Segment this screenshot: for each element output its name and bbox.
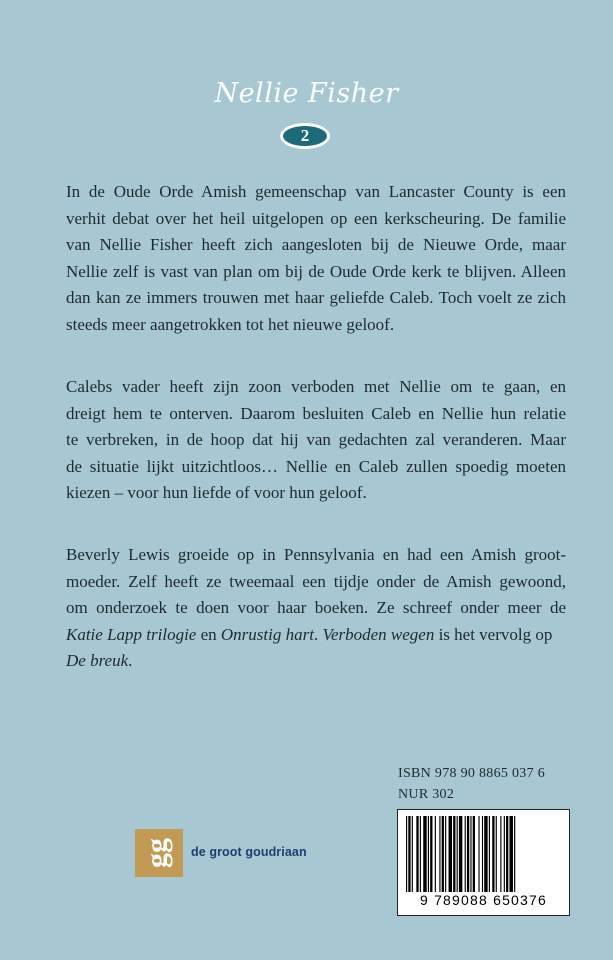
series-number-badge bbox=[280, 123, 330, 149]
barcode-bar bbox=[428, 816, 429, 892]
barcode-bar bbox=[453, 816, 455, 892]
barcode-bar bbox=[473, 816, 475, 892]
blurb-paragraph-2 bbox=[66, 374, 566, 507]
series-number: 2 bbox=[283, 126, 327, 146]
svg-text:gg: gg bbox=[140, 838, 173, 868]
blurb-paragraph-1 bbox=[66, 179, 566, 338]
blurb-line: dreigt hem te onterven. Daarom besluiten Caleb en Nellie hun relatie bbox=[66, 403, 566, 423]
barcode-bar bbox=[412, 816, 413, 892]
barcode-bar bbox=[435, 816, 436, 892]
barcode-bar bbox=[420, 816, 421, 892]
bio-line bbox=[66, 622, 566, 649]
barcode-bar bbox=[506, 816, 508, 892]
blurb-line: kiezen – voor hun liefde of voor hun geloof. bbox=[66, 483, 367, 502]
barcode-bar bbox=[439, 816, 440, 892]
barcode-bar bbox=[445, 816, 446, 892]
bio-line: moeder. Zelf heeft ze tweemaal een tijdje onder de Amish gewoond, bbox=[66, 571, 566, 591]
barcode-bar bbox=[408, 816, 410, 892]
barcode-bar bbox=[500, 816, 501, 892]
barcode-bar bbox=[492, 816, 494, 892]
blurb-line: In de Oude Orde Amish gemeenschap van Lancaster County is een bbox=[66, 182, 566, 201]
blurb-line: te verbreken, in de hoop dat hij van gedachten zal veranderen. Maar bbox=[66, 430, 566, 449]
bio-line: om onderzoek te doen voor haar boeken. Ze schreef onder meer de bbox=[66, 598, 566, 617]
barcode-bar bbox=[489, 816, 490, 892]
barcode-bar bbox=[510, 816, 513, 892]
barcode-bar bbox=[504, 816, 505, 892]
barcode-bar bbox=[442, 816, 444, 892]
barcode-bar bbox=[496, 816, 497, 892]
isbn-number: ISBN 978 90 8865 037 6 bbox=[398, 766, 545, 781]
blurb-line: de situatie lijkt uitzichtloos… Nellie en Caleb zullen spoedig moeten bbox=[66, 456, 566, 476]
barcode-bar bbox=[423, 816, 426, 892]
blurb-line: dan kan ze immers trouwen met haar geliefde Caleb. Toch voelt ze zich bbox=[66, 288, 566, 307]
publisher-name: de groot goudriaan bbox=[191, 845, 307, 859]
book-title-de-breuk: De breuk bbox=[66, 651, 129, 670]
barcode bbox=[397, 809, 570, 916]
barcode-bar bbox=[467, 816, 469, 892]
nur-code: NUR 302 bbox=[398, 787, 455, 802]
barcode-digits: 9 789088 650376 bbox=[420, 892, 547, 908]
barcode-bar bbox=[406, 816, 407, 892]
series-title: Nellie Fisher bbox=[214, 78, 399, 109]
barcode-bar bbox=[514, 816, 515, 892]
barcode-bar bbox=[484, 816, 487, 892]
barcode-bar bbox=[465, 816, 466, 892]
blurb-line: van Nellie Fisher heeft zich aangesloten bij de Nieuwe Orde, maar bbox=[66, 235, 566, 254]
gg-monogram-icon bbox=[135, 829, 183, 877]
bio-line bbox=[66, 648, 566, 675]
blurb-line: verhit debat over het heil uitgelopen op een kerkscheuring. De familie bbox=[66, 208, 566, 228]
barcode-bar bbox=[459, 816, 462, 892]
blurb-line: Nellie zelf is vast van plan om bij de Oude Orde kerk te blijven. Alleen bbox=[66, 261, 566, 281]
bio-text: . bbox=[128, 651, 133, 670]
bio-line: Beverly Lewis groeide op in Pennsylvania en had een Amish groot- bbox=[66, 545, 566, 564]
author-bio-paragraph bbox=[66, 542, 566, 675]
barcode-bar bbox=[457, 816, 458, 892]
barcode-bar bbox=[430, 816, 432, 892]
barcode-bar bbox=[449, 816, 452, 892]
blurb-line: steeds meer aangetrokken tot het nieuwe geloof. bbox=[66, 314, 395, 334]
blurb-line: Calebs vader heeft zijn zoon verboden met Nellie om te gaan, en bbox=[66, 377, 566, 396]
barcode-bar bbox=[482, 816, 483, 892]
bio-text: en bbox=[196, 624, 221, 644]
barcode-bar bbox=[470, 816, 471, 892]
book-title-onrustig-hart: Onrustig hart bbox=[220, 624, 314, 644]
book-title-verboden-wegen: Verboden wegen bbox=[322, 624, 435, 644]
bio-text: . bbox=[313, 624, 323, 644]
book-title-katie-lapp: Katie Lapp trilogie bbox=[66, 624, 197, 644]
barcode-bar bbox=[416, 816, 418, 892]
isbn-block bbox=[398, 763, 545, 805]
barcode-bar bbox=[478, 816, 479, 892]
barcode-bars-icon bbox=[406, 816, 561, 892]
bio-text: is het vervolg op bbox=[434, 624, 553, 644]
